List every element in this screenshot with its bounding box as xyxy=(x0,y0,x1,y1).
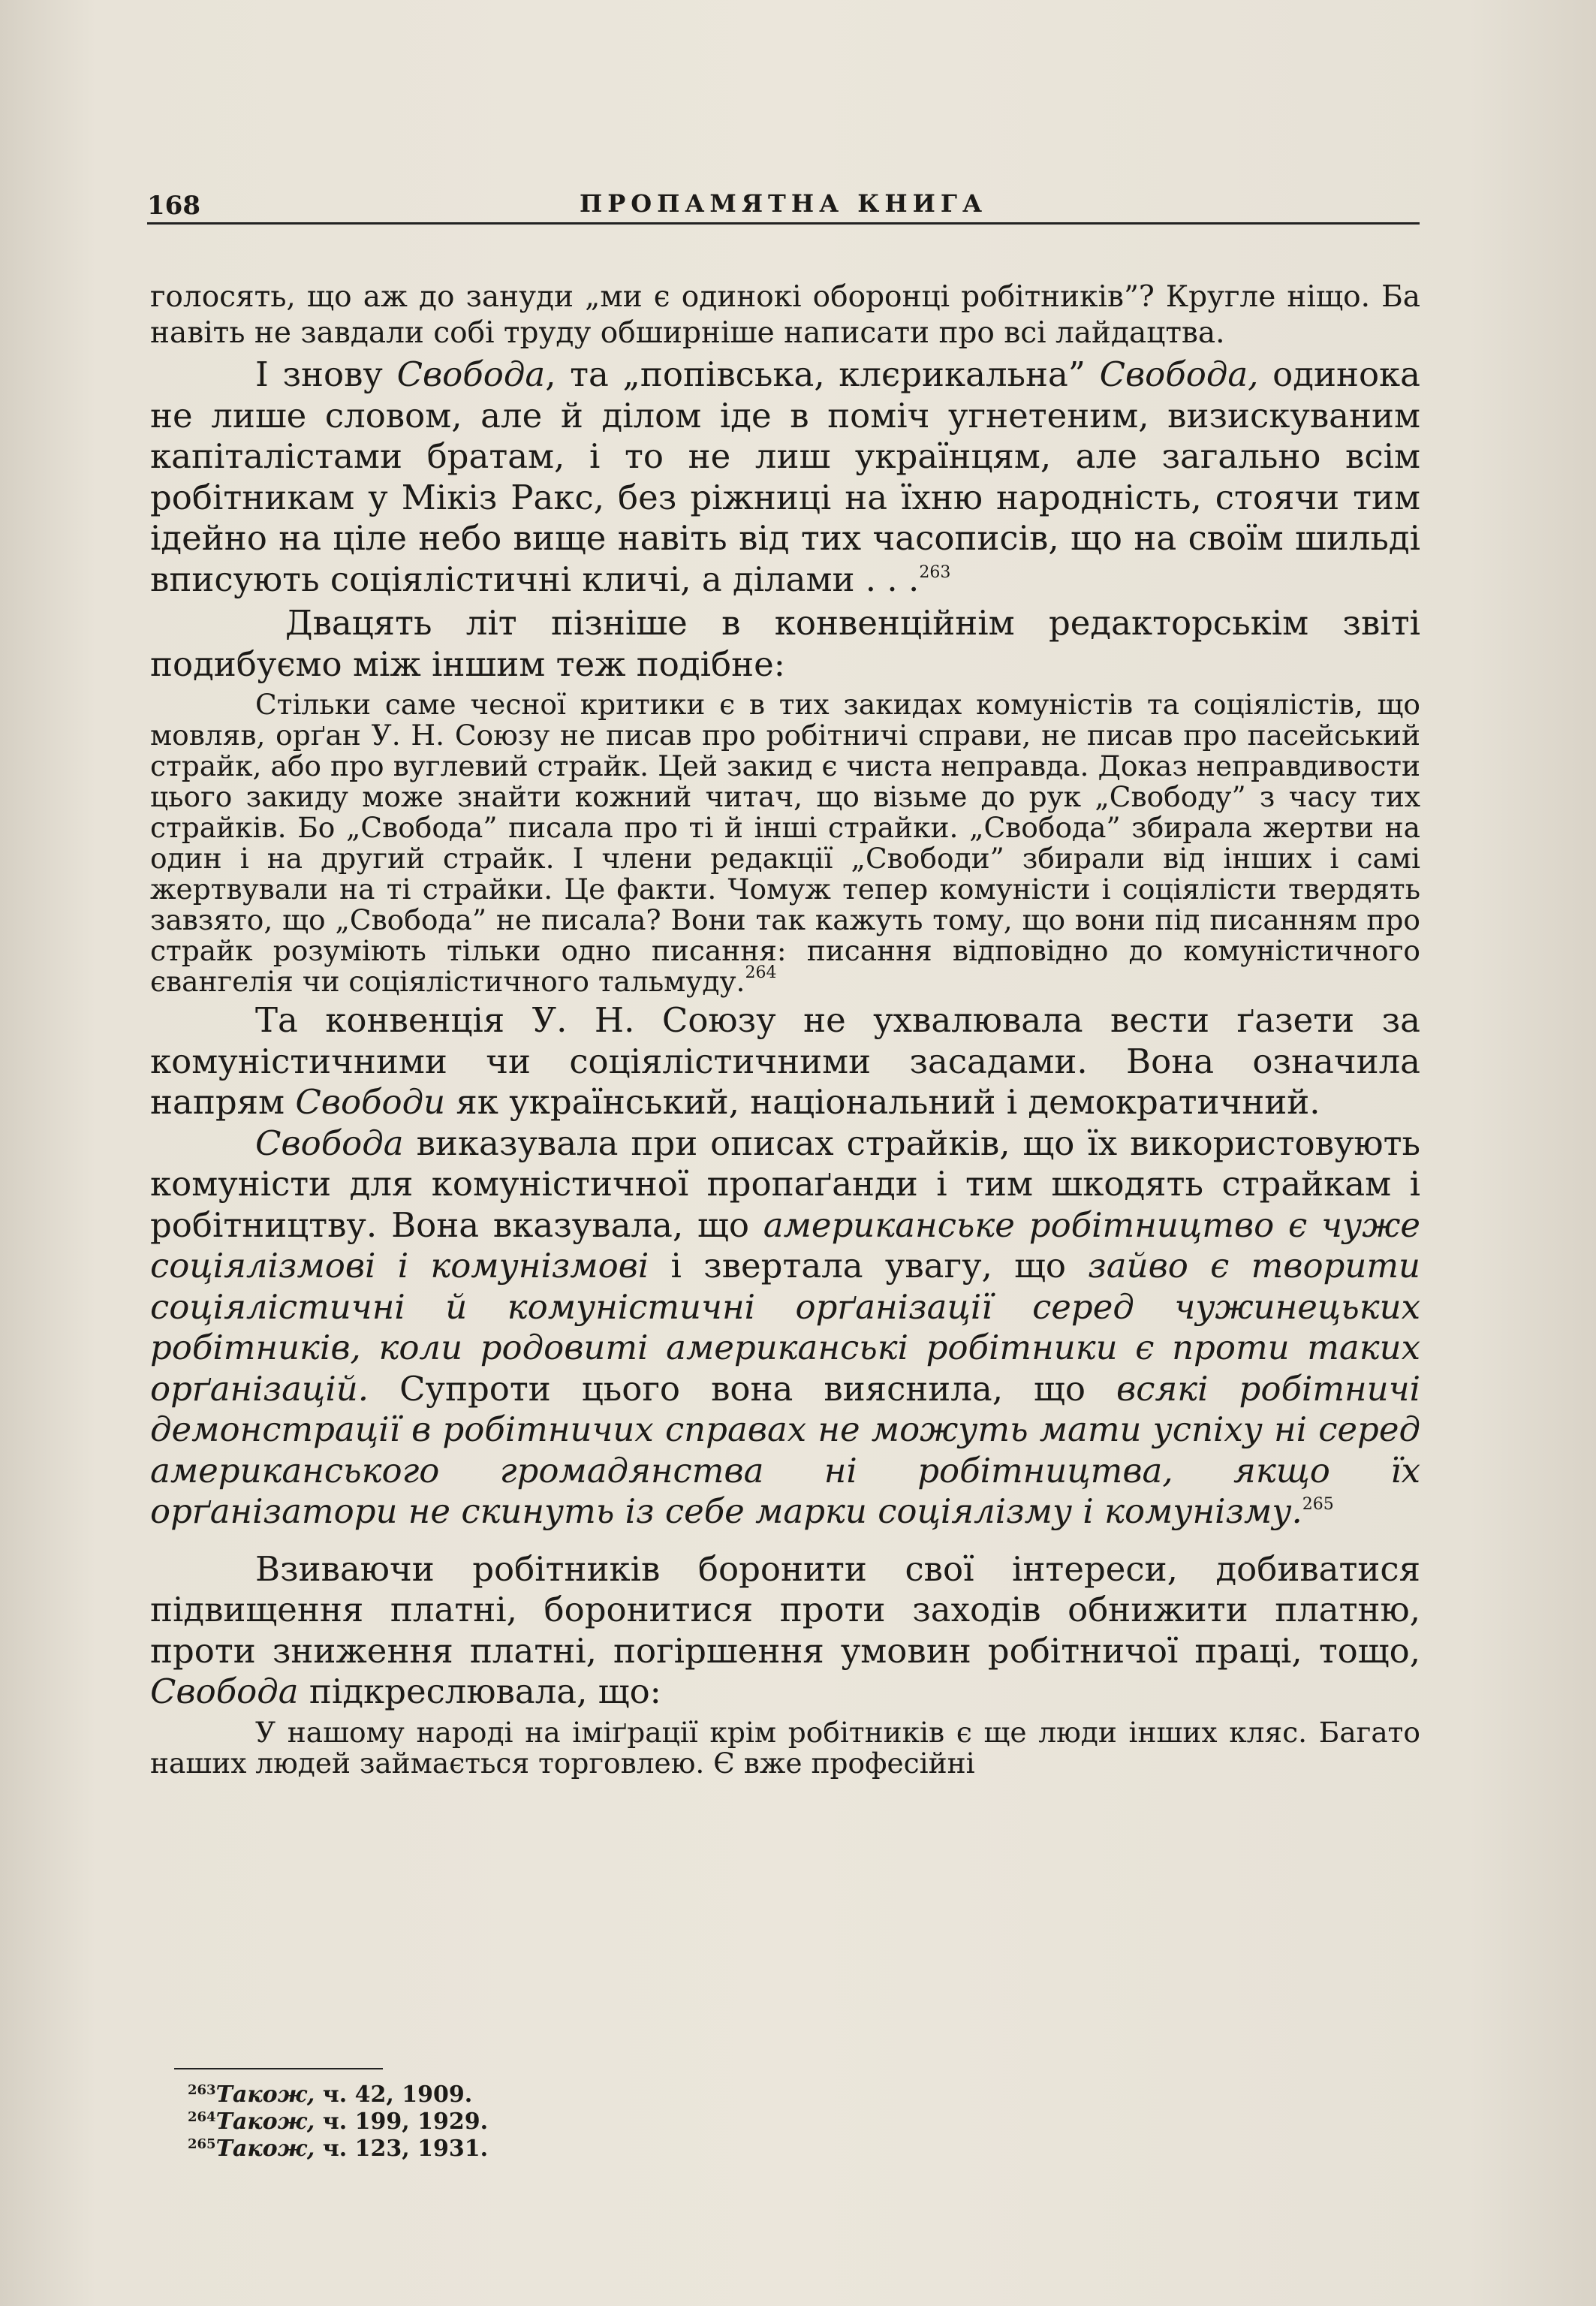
text-run: і звертала увагу, що xyxy=(649,1246,1089,1286)
footnote xyxy=(188,2109,488,2136)
footnote-number: 263 xyxy=(188,2082,216,2098)
footnote-ref-text: ч. 123, 1931. xyxy=(322,2136,489,2162)
footnote-ref-text: ч. 199, 1929. xyxy=(322,2109,489,2135)
italic-emphasis: зайво є творити соціялістичні й комуністичні орґанізації серед чужинецьких робітників, коли родовиті американські робітники є проти таких орґанізацій. xyxy=(150,1246,1420,1409)
italic-title: Свобода xyxy=(150,1671,299,1711)
paragraph-text: Двацять літ пізніше в конвенційнім редакторськім звіті подибуємо між іншим теж подібне: xyxy=(150,603,1420,684)
footnote-number: 264 xyxy=(188,2109,216,2125)
text-run: Супроти цього вона вияснила, що xyxy=(369,1368,1117,1409)
paragraph xyxy=(150,1123,1420,1533)
text-run: , та „попівська, клєрикальна” xyxy=(545,354,1100,394)
italic-title: Свободи xyxy=(295,1082,446,1122)
paragraph-continued xyxy=(150,279,1420,351)
page-body xyxy=(150,279,1420,1779)
paragraph xyxy=(150,1000,1420,1123)
page-header xyxy=(147,186,1420,224)
footnote-rule xyxy=(174,2068,383,2069)
footnote-source: Також, xyxy=(215,2136,315,2162)
footnote-ref-text: ч. 42, 1909. xyxy=(322,2081,473,2108)
footnote-ref: 265 xyxy=(1302,1495,1334,1514)
footnotes xyxy=(188,2081,488,2163)
text-run: Взиваючи робітників боронити свої інтереси, добиватися підвищення платні, боронитися проти заходів обнижити платню, проти зниження платні, погіршення умовин робітничої праці, тощо, xyxy=(150,1548,1420,1671)
footnote-source: Також, xyxy=(215,2109,315,2135)
text-run: Та конвенція У. Н. Союзу не ухвалювала вести ґазети за комуністичними чи соціялістичними засадами. Вона означила напрям xyxy=(150,1000,1420,1122)
paragraph xyxy=(150,1549,1420,1713)
quote-text: У нашому народі на іміґрації крім робітників є ще люди інших кляс. Багато наших людей займається торговлею. Є вже професійні xyxy=(150,1715,1420,1780)
header-rule xyxy=(147,222,1420,225)
footnote-ref: 263 xyxy=(919,562,951,582)
italic-title: Свобода xyxy=(396,354,546,394)
footnote xyxy=(188,2136,488,2163)
text-run: як український, національний і демократичний. xyxy=(445,1082,1320,1122)
block-quote xyxy=(150,1717,1420,1779)
footnote xyxy=(188,2081,488,2109)
footnote-source: Також, xyxy=(215,2081,315,2108)
italic-title: Свобода, xyxy=(1099,354,1259,394)
text-run: одинока не лише словом, але й ділом іде в поміч угнетеним, визискуваним капіталістами братам, і то не лиш українцям, але загально всім робітникам у Мікіз Ракс, без ріжниці на їхню народність, стоячи тим ідейно на ціле небо вище навіть від тих часописів, що на своїм шильді вписують соціялістичні кличі, а ділами . . . xyxy=(150,354,1421,599)
italic-emphasis: всякі робітничі демонстрації в робітничих справах не можуть мати успіху ні серед американського громадянства ні робітництва, якщо їх орґанізатори не скинуть із себе марки соціялізму і комунізму. xyxy=(150,1368,1420,1531)
page-number: 168 xyxy=(147,191,200,221)
text-run: виказувала при описах страйків, що їх використовують комуністи для комуністичної пропаґанди і тим шкодять страйкам і робітництву. Вона вказувала, що xyxy=(150,1123,1420,1245)
block-quote xyxy=(150,689,1420,997)
footnote-ref: 264 xyxy=(745,963,777,982)
quote-text: Стільки саме чесної критики є в тих закидах комуністів та соціялістів, що мовляв, орґан У. Н. Союзу не писав про робітничі справи, не писав про пасейський страйк, або про вуглевий страйк. Цей закид є чиста неправда. Доказ неправдивости цього закиду може знайти кожний читач, що візьме до рук „Свободу” з часу тих страйків. Бо „Свобода” писала про ті й інші страйки. „Свобода” збирала жертви на один і на другий страйк. І члени редакції „Свободи” збирали від інших і самі жертвували на ті страйки. Це факти. Чомуж тепер комуністи і соціялісти твердять завзято, що „Свобода” не писала? Вони так кажуть тому, що вони під писанням про страйк розуміють тільки одно писання: писання відповідно до комуністичного євангелія чи соціялістичного тальмуду. xyxy=(150,688,1420,998)
text-run: І знову xyxy=(255,354,397,394)
footnote-number: 265 xyxy=(188,2136,216,2152)
italic-emphasis: американське робітництво є чуже соціялізмові і комунізмові xyxy=(150,1204,1420,1286)
text-run: підкреслювала, що: xyxy=(298,1671,661,1711)
paragraph-text: голосять, що аж до зануди „ми є одинокі оборонці робітників”? Кругле ніщо. Ба навіть не завдали собі труду обширніше написати про всі лайдацтва. xyxy=(150,280,1420,350)
paragraph xyxy=(150,354,1420,600)
running-title: ПРОПАМЯТНА КНИГА xyxy=(579,189,988,218)
paragraph xyxy=(150,603,1420,685)
italic-title: Свобода xyxy=(255,1123,404,1163)
